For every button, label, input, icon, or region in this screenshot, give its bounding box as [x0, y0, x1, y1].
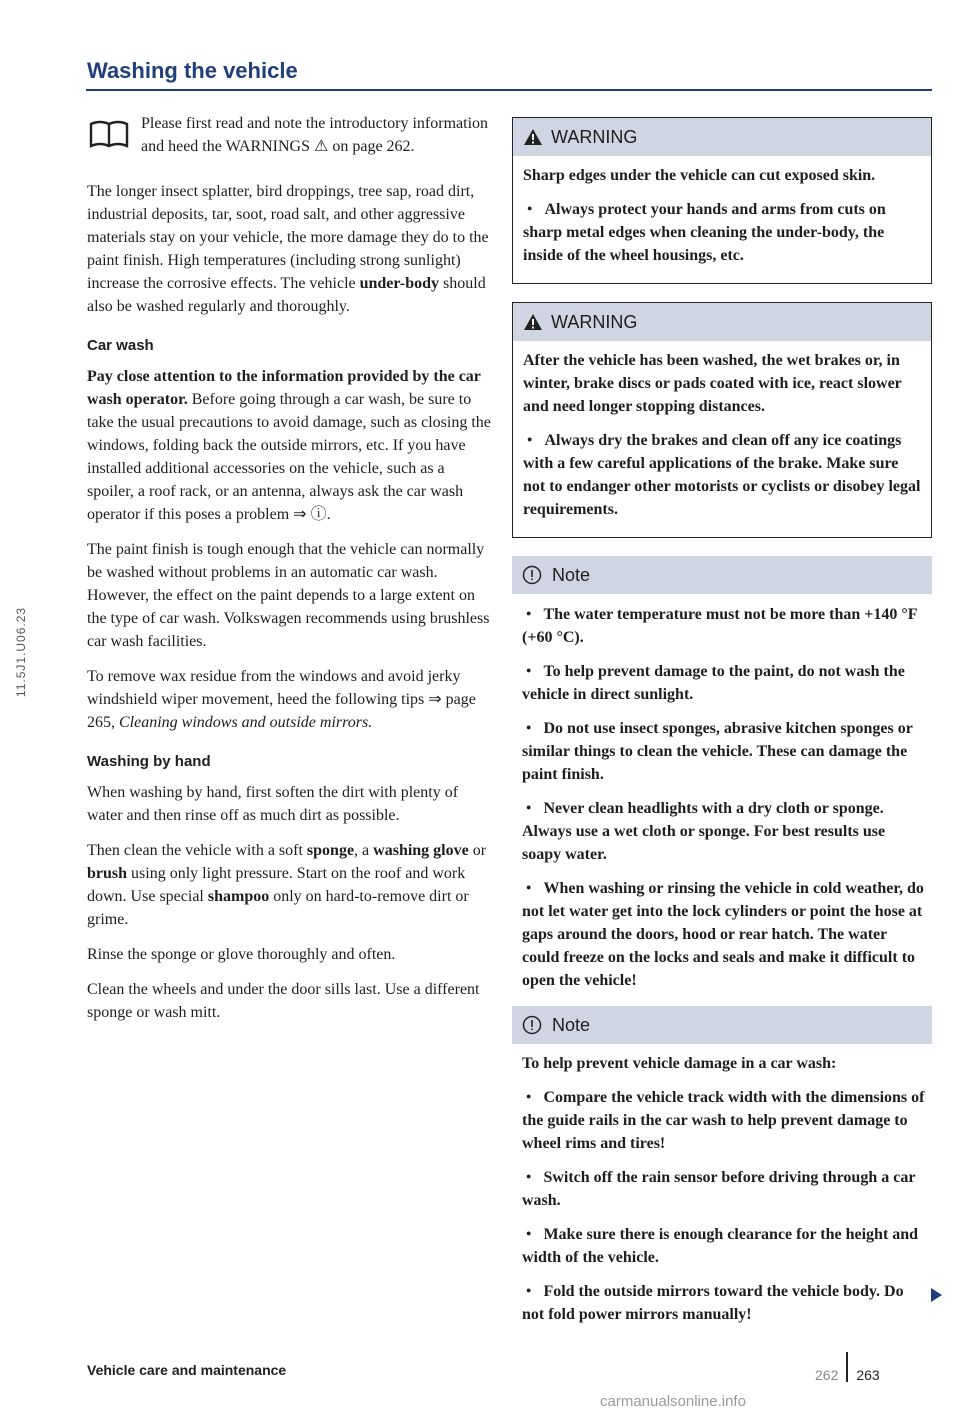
note-bullet: ● Make sure there is enough clearance for the height and width of the vehicle.: [522, 1222, 928, 1269]
info-circle-icon: [522, 565, 542, 585]
section-heading-car-wash: Car wash: [87, 337, 154, 354]
page-numbers: [815, 1360, 880, 1390]
paragraph-car-wash: Pay close attention to the information provided by the car wash operator. Before going through a car wash, be sure to take the usual precautions to avoid damage, such as closing the windows, folding back the outside mirrors, etc. If you have installed additional accessories on the vehicle, such as a spoiler, a roof rack, or an antenna, always ask the car wash operator if this poses a problem ⇒ ⓘ.: [87, 368, 491, 523]
note-bullet: ● Switch off the rain sensor before driving through a car wash.: [522, 1165, 928, 1212]
note-intro: To help prevent vehicle damage in a car wash:: [522, 1055, 837, 1072]
page-title: Washing the vehicle: [87, 58, 298, 83]
note-bullet: ● To help prevent damage to the paint, do not wash the vehicle in direct sunlight.: [522, 659, 928, 706]
paragraph-wax-residue: To remove wax residue from the windows and avoid jerky windshield wiper movement, heed the following tips ⇒ page 265, Cleaning windows and outside mirrors.: [87, 668, 476, 731]
watermark: carmanualsonline.info: [600, 1393, 746, 1410]
page-number-left: 262: [815, 1367, 839, 1383]
note-bullet: ● Never clean headlights with a dry cloth or sponge. Always use a wet cloth or sponge. For best results use soapy water.: [522, 796, 928, 866]
intro-text: Please first read and note the introductory information and heed the WARNINGS ⚠ on page 262.: [141, 115, 489, 155]
paragraph-hand-4: Clean the wheels and under the door sills last. Use a different sponge or wash mitt.: [87, 981, 480, 1021]
page-separator: [846, 1352, 848, 1382]
note-body-car-wash: [512, 1052, 932, 1326]
warning-label: WARNING: [551, 311, 638, 332]
note-body-temperature: [512, 602, 932, 992]
note-bullet: ● The water temperature must not be more than +140 °F (+60 °C).: [522, 602, 928, 649]
book-icon: [87, 116, 131, 152]
warning-triangle-icon: [523, 313, 543, 331]
paragraph-paint-finish: The paint finish is tough enough that the vehicle can normally be washed without problems in an automatic car wash. However, the effect on the paint depends to a large extent on the type of car wash. Volkswagen recommends using brushless car wash facilities.: [87, 541, 490, 650]
note-bullet: ● Compare the vehicle track width with the dimensions of the guide rails in the car wash to help prevent damage to wheel rims and tires!: [522, 1085, 928, 1155]
side-code: 11.5J1.U06.23: [14, 606, 29, 698]
note-bullet: ● Do not use insect sponges, abrasive kitchen sponges or similar things to clean the vehicle. These can damage the paint finish.: [522, 716, 928, 786]
warning-box-sharp-edges: [512, 117, 932, 284]
warning-label: WARNING: [551, 126, 638, 147]
warning-header: [513, 303, 931, 341]
info-circle-icon: [522, 1015, 542, 1035]
warning-header: [513, 118, 931, 156]
note-label: Note: [552, 1014, 591, 1035]
title-rule: [86, 89, 932, 91]
paragraph-hand-1: When washing by hand, first soften the dirt with plenty of water and then rinse off as much dirt as possible.: [87, 784, 459, 824]
intro-block: [87, 112, 495, 170]
paragraph-hand-2: Then clean the vehicle with a soft sponge, a washing glove or brush using only light pressure. Start on the roof and work down. Use special shampoo only on hard-to-remove dirt or grime.: [87, 842, 487, 928]
warning-text: Sharp edges under the vehicle can cut exposed skin.: [523, 167, 876, 184]
warning-bullet: ● Always protect your hands and arms from cuts on sharp metal edges when cleaning the under-body, the inside of the wheel housings, etc.: [523, 197, 921, 267]
continue-arrow-icon: [931, 1288, 942, 1302]
footer-section: Vehicle care and maintenance: [87, 1362, 287, 1378]
left-column: [87, 112, 495, 1036]
note-label: Note: [552, 564, 591, 585]
note-header: [512, 1006, 932, 1044]
paragraph-hand-3: Rinse the sponge or glove thoroughly and often.: [87, 946, 396, 963]
warning-body: [513, 156, 931, 283]
warning-triangle-icon: [523, 128, 543, 146]
right-column: [512, 117, 932, 1340]
warning-body: [513, 341, 931, 537]
warning-box-wet-brakes: [512, 302, 932, 538]
paragraph-aggressive-materials: The longer insect splatter, bird droppings, tree sap, road dirt, industrial deposits, tar, soot, road salt, and other aggressive materials stay on your vehicle, the more damage they do to the paint finish. High temperatures (including strong sunlight) increase the corrosive effects. The vehicle under-body should also be washed regularly and thoroughly.: [87, 183, 489, 315]
note-bullet: ● When washing or rinsing the vehicle in cold weather, do not let water get into the lock cylinders or point the hose at gaps around the doors, hood or rear hatch. The water could freeze on the locks and seals and make it difficult to open the vehicle!: [522, 876, 928, 992]
note-bullet: ● Fold the outside mirrors toward the vehicle body. Do not fold power mirrors manually!: [522, 1279, 928, 1326]
section-heading-hand-wash: Washing by hand: [87, 753, 211, 770]
warning-bullet: ● Always dry the brakes and clean off any ice coatings with a few careful applications of the brake. Make sure not to endanger other motorists or cyclists or disobey legal requirements.: [523, 428, 921, 521]
warning-text: After the vehicle has been washed, the wet brakes or, in winter, brake discs or pads coated with ice, react slower and need longer stopping distances.: [523, 352, 902, 415]
note-header: [512, 556, 932, 594]
page-number-right: 263: [856, 1367, 880, 1383]
